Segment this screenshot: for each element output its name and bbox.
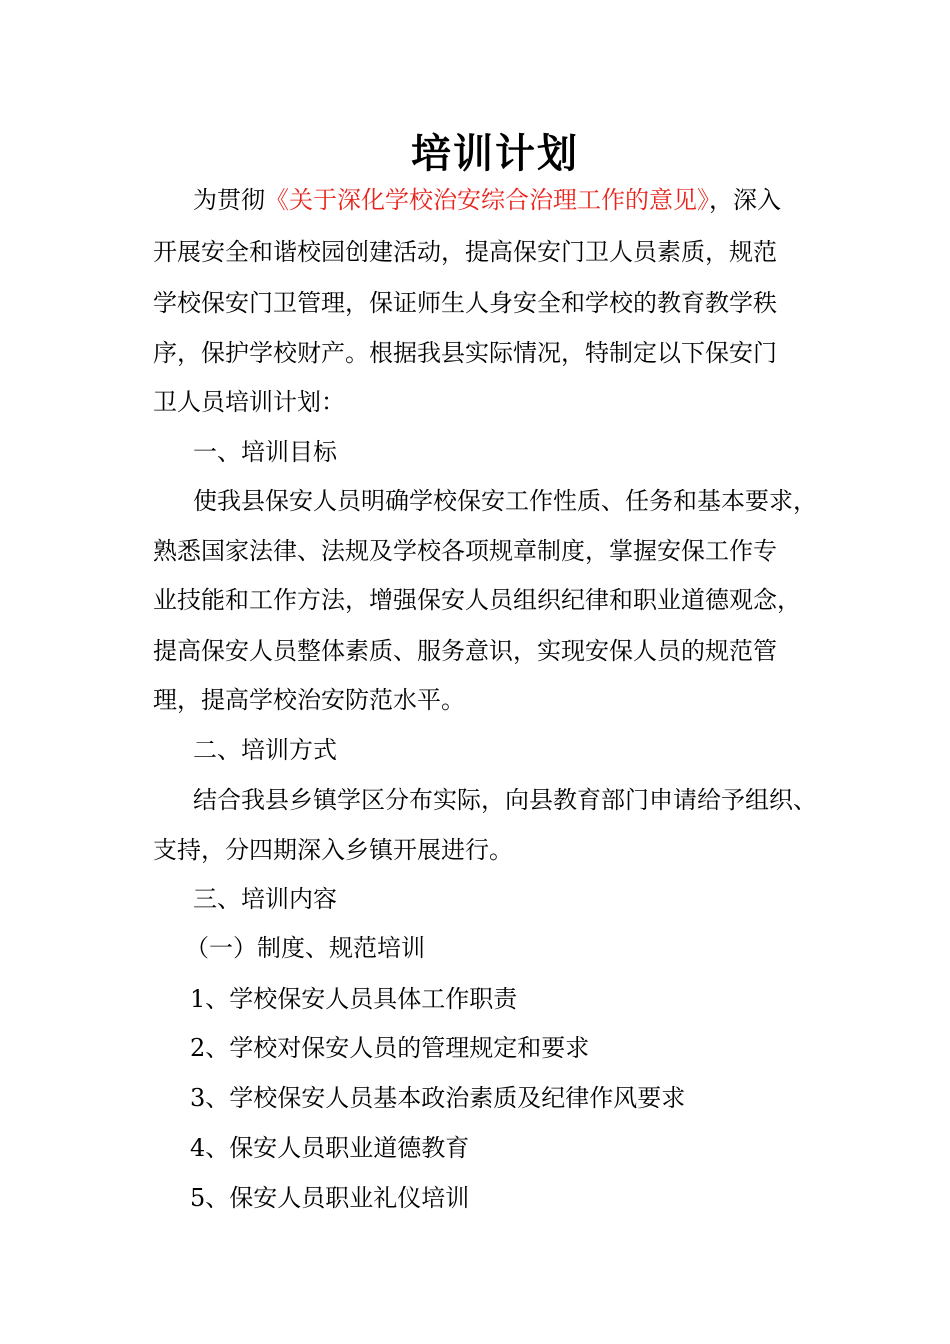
section-1-line-5: 理，提高学校治安防范水平。	[153, 686, 465, 714]
list-item: 2、学校对保安人员的管理规定和要求	[190, 1034, 590, 1062]
section-3-subheading: （一）制度、规范培训	[185, 934, 425, 962]
intro-line-1	[193, 184, 781, 216]
section-2-line-1: 结合我县乡镇学区分布实际，向县教育部门申请给予组织、	[193, 786, 817, 814]
section-1-heading: 一、培训目标	[193, 438, 337, 466]
list-item: 3、学校保安人员基本政治素质及纪律作风要求	[190, 1084, 686, 1112]
section-1-line-3: 业技能和工作方法，增强保安人员组织纪律和职业道德观念，	[153, 586, 801, 614]
intro-line-5: 卫人员培训计划：	[153, 388, 345, 416]
list-item: 1、学校保安人员具体工作职责	[190, 985, 518, 1013]
intro-line-4: 序，保护学校财产。根据我县实际情况，特制定以下保安门	[153, 339, 777, 367]
intro-suffix: ，深入	[709, 186, 781, 214]
document-title: 培训计划	[411, 130, 579, 177]
section-2-line-2: 支持，分四期深入乡镇开展进行。	[153, 836, 513, 864]
section-3-heading: 三、培训内容	[193, 885, 337, 913]
section-1-line-4: 提高保安人员整体素质、服务意识，实现安保人员的规范管	[153, 637, 777, 665]
list-item: 5、保安人员职业礼仪培训	[190, 1184, 470, 1212]
intro-line-3: 学校保安门卫管理，保证师生人身安全和学校的教育教学秩	[153, 289, 777, 317]
section-1-line-2: 熟悉国家法律、法规及学校各项规章制度，掌握安保工作专	[153, 537, 777, 565]
list-item: 4、保安人员职业道德教育	[190, 1134, 470, 1162]
intro-line-2: 开展安全和谐校园创建活动，提高保安门卫人员素质，规范	[153, 238, 777, 266]
intro-prefix: 为贯彻	[193, 186, 265, 214]
policy-document-reference: 《关于深化学校治安综合治理工作的意见》	[265, 186, 709, 214]
section-2-heading: 二、培训方式	[193, 736, 337, 764]
section-1-line-1: 使我县保安人员明确学校保安工作性质、任务和基本要求，	[193, 487, 817, 515]
